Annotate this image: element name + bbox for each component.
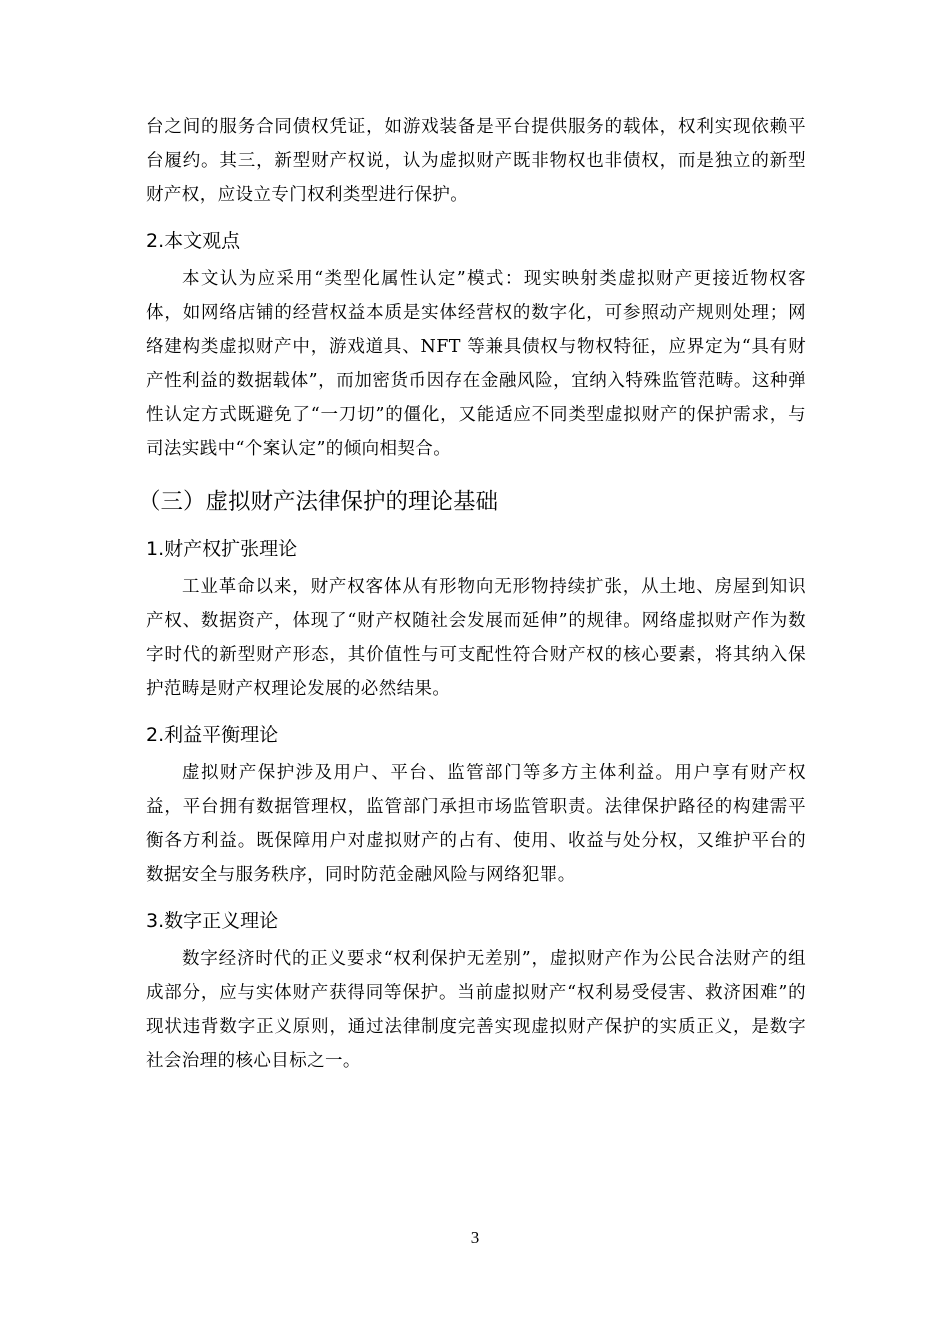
subheading-author-view: 2.本文观点	[146, 230, 241, 252]
subheading-interest-balance: 2.利益平衡理论	[146, 724, 279, 746]
subheading-digital-justice: 3.数字正义理论	[146, 910, 279, 932]
document-page	[138, 110, 806, 1078]
paragraph-property-expansion: 工业革命以来，财产权客体从有形物向无形物持续扩张，从土地、房屋到知识产权、数据资产，体现了“财产权随社会发展而延伸”的规律。网络虚拟财产作为数字时代的新型财产形态，其价值性与可支配性符合财产权的核心要素，将其纳入保护范畴是财产权理论发展的必然结果。	[146, 577, 806, 699]
subheading-property-expansion: 1.财产权扩张理论	[146, 538, 298, 560]
paragraph-interest-balance: 虚拟财产保护涉及用户、平台、监管部门等多方主体利益。用户享有财产权益，平台拥有数据管理权，监管部门承担市场监管职责。法律保护路径的构建需平衡各方利益。既保障用户对虚拟财产的占有、使用、收益与处分权，又维护平台的数据安全与服务秩序，同时防范金融风险与网络犯罪。	[146, 763, 806, 885]
page-number: 3	[470, 1228, 480, 1247]
paragraph-digital-justice: 数字经济时代的正义要求“权利保护无差别”，虚拟财产作为公民合法财产的组成部分，应与实体财产获得同等保护。当前虚拟财产“权利易受侵害、救济困难”的现状违背数字正义原则，通过法律制度完善实现虚拟财产保护的实质正义，是数字社会治理的核心目标之一。	[146, 949, 806, 1071]
section-heading-theory: （三）虚拟财产法律保护的理论基础	[138, 489, 499, 515]
paragraph-author-view: 本文认为应采用“类型化属性认定”模式：现实映射类虚拟财产更接近物权客体，如网络店铺的经营权益本质是实体经营权的数字化，可参照动产规则处理；网络建构类虚拟财产中，游戏道具、NFT 等兼具债权与物权特征，应界定为“具有财产性利益的数据载体”，而加密货币因存在金融风险，宜纳入特殊监管范畴。这种弹性认定方式既避免了“一刀切”的僵化，又能适应不同类型虚拟财产的保护需求，与司法实践中“个案认定”的倾向相契合。	[146, 269, 806, 459]
continued-paragraph: 台之间的服务合同债权凭证，如游戏装备是平台提供服务的载体，权利实现依赖平台履约。其三，新型财产权说，认为虚拟财产既非物权也非债权，而是独立的新型财产权，应设立专门权利类型进行保护。	[146, 117, 806, 205]
